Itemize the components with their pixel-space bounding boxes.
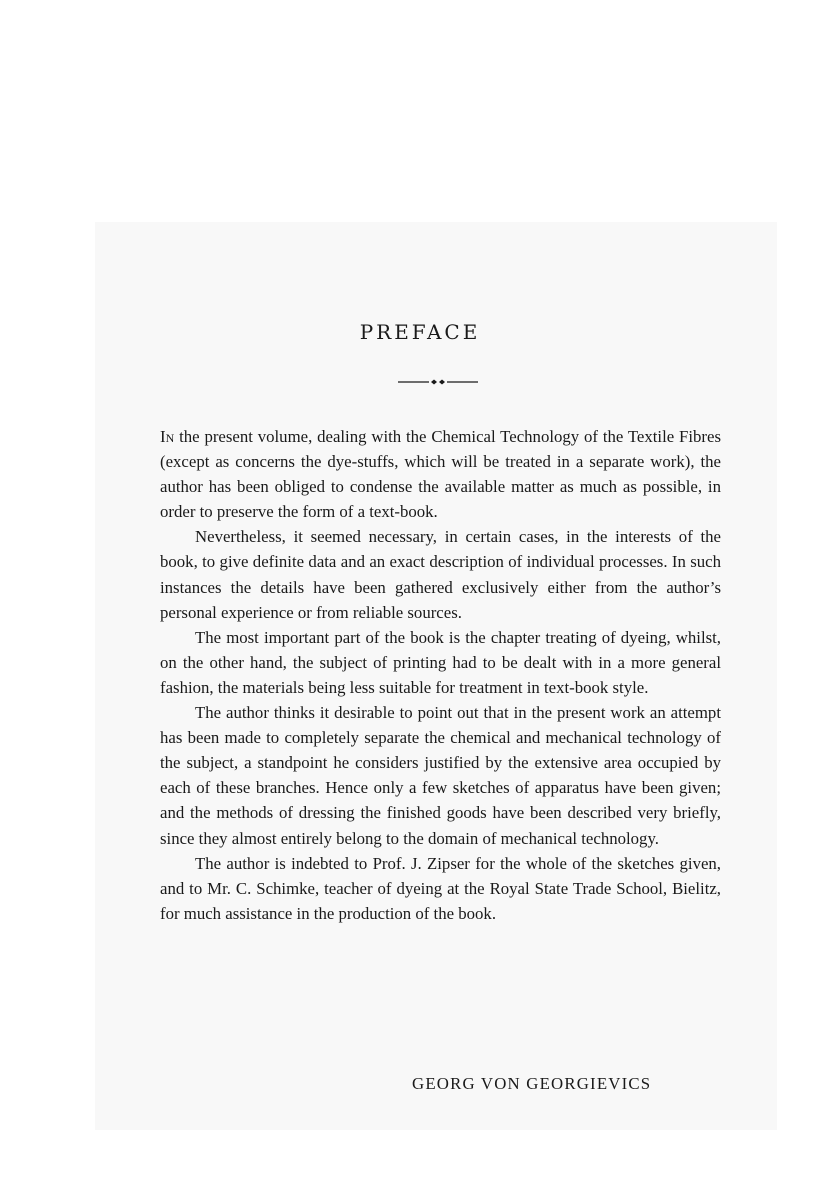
author-signature: GEORG VON GEORGIEVICS — [412, 1074, 652, 1093]
paragraph-5: The author is indebted to Prof. J. Zipser for the whole of the sketches given, and to Mr. C. Schimke, teacher of dyeing at the Royal State Trade School, Bielitz, for much assistance in the production of the book. — [160, 853, 721, 923]
paragraph-4: The author thinks it desirable to point out that in the present work an attempt has been made to completely separate the chemical and mechanical technology of the subject, a standpoint he considers justified by the extensive area occupied by each of these branches. Hence only a few sketches of apparatus have been given; and the methods of dressing the finished goods have been described very briefly, since they almost entirely belong to the domain of mechanical technology. — [160, 703, 721, 848]
paragraph-2: Nevertheless, it seemed necessary, in certain cases, in the interests of the book, to give definite data and an exact description of individual processes. In such instances the details have been gathered exclusively either from the author’s personal experience or from reliable sources. — [160, 527, 721, 622]
paragraph-3: The most important part of the book is the chapter treating of dyeing, whilst, on the other hand, the subject of printing had to be dealt with in a more general fashion, the materials being less suitable for treatment in text-book style. — [160, 627, 721, 697]
paragraph-text: the present volume, dealing with the Chemical Technology of the Textile Fibres (except as concerns the dye-stuffs, which will be treated in a separate work), the author has been obliged to condense the available matter as much as possible, in order to preserve the form of a text-book. — [160, 427, 721, 522]
paragraph-1 — [160, 424, 721, 524]
drop-lead-word: In — [160, 427, 175, 446]
ornament-divider-icon — [398, 377, 478, 387]
page-title: PREFACE — [359, 320, 481, 344]
preface-body — [160, 424, 721, 926]
